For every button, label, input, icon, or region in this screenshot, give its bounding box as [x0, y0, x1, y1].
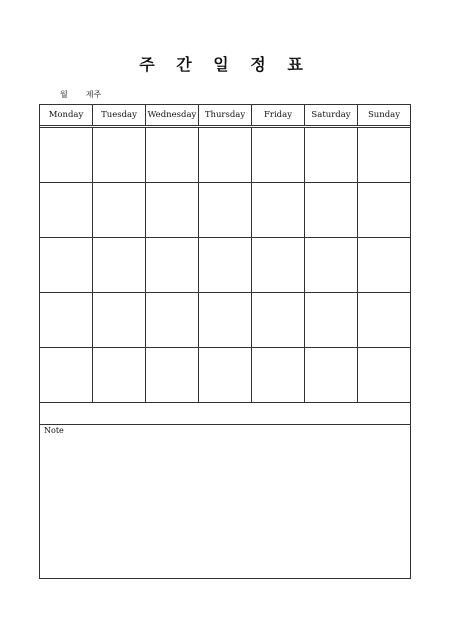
- day-header-friday: Friday: [252, 105, 305, 125]
- schedule-cell-monday[interactable]: [40, 128, 93, 182]
- schedule-cell-tuesday[interactable]: [93, 183, 146, 237]
- day-header-tuesday: Tuesday: [93, 105, 146, 125]
- schedule-cell-monday[interactable]: [40, 238, 93, 292]
- schedule-cell-thursday[interactable]: [199, 183, 252, 237]
- schedule-cell-friday[interactable]: [252, 238, 305, 292]
- schedule-row: [40, 238, 410, 293]
- day-header-thursday: Thursday: [199, 105, 252, 125]
- schedule-cell-monday[interactable]: [40, 293, 93, 347]
- schedule-row: [40, 293, 410, 348]
- schedule-cell-saturday[interactable]: [305, 238, 358, 292]
- schedule-cell-friday[interactable]: [252, 348, 305, 402]
- schedule-cell-wednesday[interactable]: [146, 238, 199, 292]
- schedule-cell-tuesday[interactable]: [93, 238, 146, 292]
- day-header-wednesday: Wednesday: [146, 105, 199, 125]
- schedule-cell-monday[interactable]: [40, 348, 93, 402]
- note-label: Note: [44, 426, 64, 435]
- blank-row: [40, 401, 410, 425]
- schedule-cell-sunday[interactable]: [358, 183, 410, 237]
- week-label: 제주: [85, 90, 102, 99]
- day-header-monday: Monday: [40, 105, 93, 125]
- day-header-sunday: Sunday: [367, 110, 401, 120]
- schedule-cell-thursday[interactable]: [199, 238, 252, 292]
- header-divider: [40, 125, 410, 126]
- schedule-cell-sunday[interactable]: [358, 348, 410, 402]
- week-subtitle: [60, 89, 101, 100]
- schedule-cell-friday[interactable]: [252, 293, 305, 347]
- schedule-table: [39, 104, 411, 579]
- schedule-cell-wednesday[interactable]: [146, 183, 199, 237]
- schedule-row: [40, 348, 410, 403]
- month-label: 월: [60, 90, 68, 99]
- page-title: 주 간 일 정 표: [139, 55, 311, 74]
- schedule-cell-wednesday[interactable]: [146, 348, 199, 402]
- schedule-row: [40, 183, 410, 238]
- schedule-cell-tuesday[interactable]: [93, 348, 146, 402]
- day-header-row: [40, 105, 410, 125]
- schedule-cell-sunday[interactable]: [358, 293, 410, 347]
- schedule-cell-sunday[interactable]: [358, 128, 410, 182]
- schedule-rows: [40, 128, 410, 403]
- schedule-cell-saturday[interactable]: [305, 183, 358, 237]
- schedule-row: [40, 128, 410, 183]
- schedule-cell-monday[interactable]: [40, 183, 93, 237]
- schedule-cell-friday[interactable]: [252, 183, 305, 237]
- schedule-cell-tuesday[interactable]: [93, 293, 146, 347]
- schedule-cell-sunday[interactable]: [358, 238, 410, 292]
- schedule-cell-thursday[interactable]: [199, 348, 252, 402]
- schedule-cell-saturday[interactable]: [305, 128, 358, 182]
- schedule-cell-friday[interactable]: [252, 128, 305, 182]
- schedule-cell-wednesday[interactable]: [146, 128, 199, 182]
- schedule-cell-thursday[interactable]: [199, 293, 252, 347]
- schedule-cell-thursday[interactable]: [199, 128, 252, 182]
- schedule-cell-saturday[interactable]: [305, 293, 358, 347]
- day-header-saturday: Saturday: [305, 105, 358, 125]
- schedule-cell-wednesday[interactable]: [146, 293, 199, 347]
- schedule-cell-tuesday[interactable]: [93, 128, 146, 182]
- schedule-cell-saturday[interactable]: [305, 348, 358, 402]
